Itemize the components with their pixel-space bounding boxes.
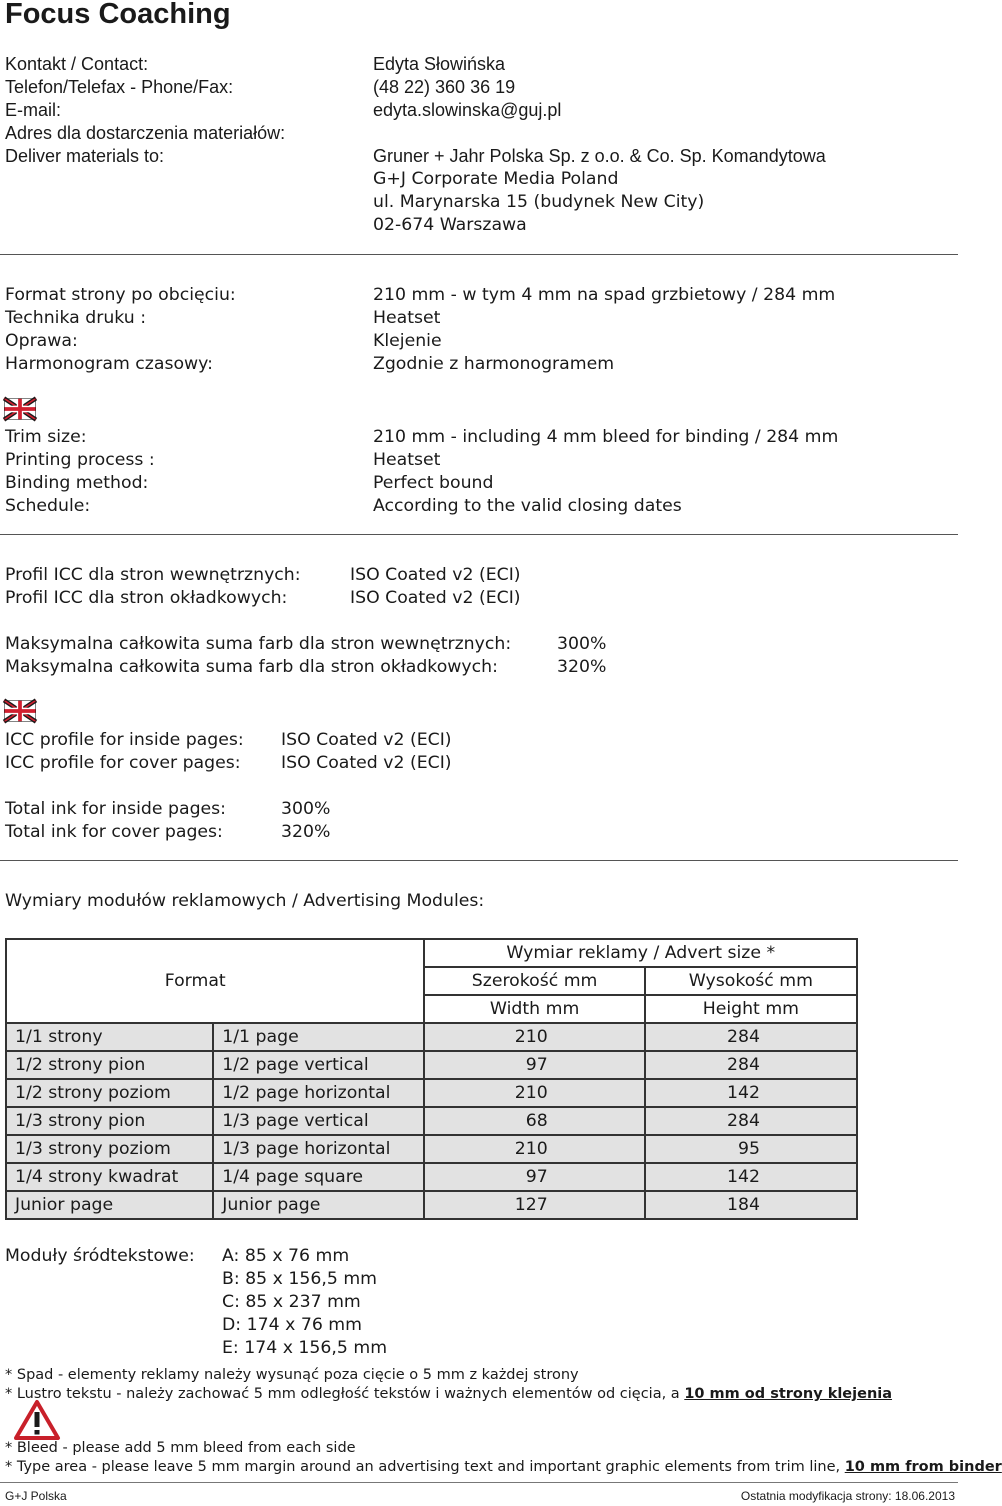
contact-name: Edyta Słowińska bbox=[373, 54, 506, 74]
cell-format-pl: 1/4 strony kwadrat bbox=[6, 1163, 213, 1191]
note-text: * Lustro tekstu - należy zachować 5 mm odległość tekstów i ważnych elementów od cięcia, a bbox=[5, 1386, 685, 1402]
note-type-area-en bbox=[5, 1458, 1002, 1477]
spec-value: 210 mm - including 4 mm bleed for binding / 284 mm bbox=[373, 427, 839, 447]
address-line-3: ul. Marynarska 15 (budynek New City) bbox=[373, 192, 705, 212]
modules-table bbox=[5, 938, 858, 1220]
footer-right: Ostatnia modyfikacja strony: 18.06.2013 bbox=[740, 1489, 955, 1503]
cell-format-en: 1/2 page horizontal bbox=[213, 1079, 424, 1107]
inline-module-item: C: 85 x 237 mm bbox=[222, 1292, 361, 1312]
ink-label: Total ink for cover pages: bbox=[5, 822, 223, 842]
cell-format-pl: 1/2 strony poziom bbox=[6, 1079, 213, 1107]
table-row bbox=[6, 1191, 857, 1219]
cell-height: 142 bbox=[645, 1163, 857, 1191]
inline-module-item: E: 174 x 156,5 mm bbox=[222, 1338, 388, 1358]
cell-width: 210 bbox=[424, 1079, 644, 1107]
spec-label: Harmonogram czasowy: bbox=[5, 354, 213, 374]
table-row bbox=[6, 1107, 857, 1135]
inline-module-item: B: 85 x 156,5 mm bbox=[222, 1269, 378, 1289]
address-line-2: G+J Corporate Media Poland bbox=[373, 169, 619, 189]
uk-flag-icon bbox=[4, 700, 36, 722]
table-row bbox=[6, 1023, 857, 1051]
size-header: Wymiar reklamy / Advert size * bbox=[424, 939, 857, 967]
cell-format-pl: Junior page bbox=[6, 1191, 213, 1219]
email-label: E-mail: bbox=[5, 100, 62, 120]
address-line-4: 02-674 Warszawa bbox=[373, 215, 527, 235]
width-header-pl: Szerokość mm bbox=[424, 967, 644, 995]
spec-value: Klejenie bbox=[373, 331, 442, 351]
divider bbox=[0, 1482, 958, 1483]
ink-label: Total ink for inside pages: bbox=[5, 799, 227, 819]
cell-format-pl: 1/3 strony pion bbox=[6, 1107, 213, 1135]
spec-label: Oprawa: bbox=[5, 331, 78, 351]
cell-format-pl: 1/2 strony pion bbox=[6, 1051, 213, 1079]
spec-value: Perfect bound bbox=[373, 473, 494, 493]
cell-width: 210 bbox=[424, 1135, 644, 1163]
table-row bbox=[6, 1163, 857, 1191]
modules-heading: Wymiary modułów reklamowych / Advertising Modules: bbox=[5, 891, 485, 911]
cell-height: 142 bbox=[645, 1079, 857, 1107]
icc-value: ISO Coated v2 (ECI) bbox=[281, 753, 452, 773]
icc-value: ISO Coated v2 (ECI) bbox=[281, 730, 452, 750]
spec-label: Binding method: bbox=[5, 473, 149, 493]
icc-label: ICC profile for inside pages: bbox=[5, 730, 244, 750]
spec-label: Printing process : bbox=[5, 450, 155, 470]
cell-height: 284 bbox=[645, 1023, 857, 1051]
note-emphasis: 10 mm from binder bbox=[844, 1459, 1002, 1475]
ink-value: 320% bbox=[557, 657, 607, 677]
cell-format-en: 1/3 page horizontal bbox=[213, 1135, 424, 1163]
cell-format-pl: 1/3 strony poziom bbox=[6, 1135, 213, 1163]
spec-label: Format strony po obcięciu: bbox=[5, 285, 236, 305]
icc-label: Profil ICC dla stron okładkowych: bbox=[5, 588, 288, 608]
contact-label: Kontakt / Contact: bbox=[5, 54, 149, 74]
inline-module-item: A: 85 x 76 mm bbox=[222, 1246, 350, 1266]
spec-value: 210 mm - w tym 4 mm na spad grzbietowy / 284 mm bbox=[373, 285, 836, 305]
cell-height: 95 bbox=[645, 1135, 857, 1163]
uk-flag-icon bbox=[4, 398, 36, 420]
spec-value: Heatset bbox=[373, 450, 441, 470]
icc-label: Profil ICC dla stron wewnętrznych: bbox=[5, 565, 301, 585]
format-header: Format bbox=[6, 939, 424, 1023]
note-text: * Type area - please leave 5 mm margin around an advertising text and important graphic elements from trim line, bbox=[5, 1459, 845, 1475]
cell-format-en: 1/3 page vertical bbox=[213, 1107, 424, 1135]
height-header-en: Height mm bbox=[645, 995, 857, 1023]
cell-format-en: 1/1 page bbox=[213, 1023, 424, 1051]
address-line-1: Gruner + Jahr Polska Sp. z o.o. & Co. Sp. Komandytowa bbox=[373, 146, 826, 166]
inline-module-item: D: 174 x 76 mm bbox=[222, 1315, 362, 1335]
cell-width: 97 bbox=[424, 1051, 644, 1079]
email-value[interactable]: edyta.slowinska@guj.pl bbox=[373, 100, 562, 120]
spec-label: Schedule: bbox=[5, 496, 91, 516]
spec-value: Zgodnie z harmonogramem bbox=[373, 354, 615, 374]
divider bbox=[0, 534, 958, 535]
note-type-area-pl bbox=[5, 1385, 892, 1404]
cell-format-en: 1/2 page vertical bbox=[213, 1051, 424, 1079]
note-emphasis: 10 mm od strony klejenia bbox=[684, 1386, 893, 1402]
ink-value: 300% bbox=[557, 634, 607, 654]
cell-height: 284 bbox=[645, 1107, 857, 1135]
table-row bbox=[6, 1135, 857, 1163]
height-header-pl: Wysokość mm bbox=[645, 967, 857, 995]
cell-width: 68 bbox=[424, 1107, 644, 1135]
address-label-pl: Adres dla dostarczenia materiałów: bbox=[5, 123, 286, 143]
cell-width: 127 bbox=[424, 1191, 644, 1219]
spec-label: Technika druku : bbox=[5, 308, 147, 328]
icc-value: ISO Coated v2 (ECI) bbox=[350, 588, 521, 608]
cell-format-en: 1/4 page square bbox=[213, 1163, 424, 1191]
phone-label: Telefon/Telefax - Phone/Fax: bbox=[5, 77, 234, 97]
note-bleed-pl: * Spad - elementy reklamy należy wysunąć poza cięcie o 5 mm z każdej strony bbox=[5, 1367, 579, 1383]
ink-label: Maksymalna całkowita suma farb dla stron wewnętrznych: bbox=[5, 634, 512, 654]
ink-label: Maksymalna całkowita suma farb dla stron okładkowych: bbox=[5, 657, 498, 677]
warning-triangle-icon bbox=[14, 1400, 60, 1440]
cell-width: 210 bbox=[424, 1023, 644, 1051]
spec-value: Heatset bbox=[373, 308, 441, 328]
address-label-en: Deliver materials to: bbox=[5, 146, 165, 166]
ink-value: 300% bbox=[281, 799, 331, 819]
footer-left: G+J Polska bbox=[5, 1489, 67, 1503]
cell-format-en: Junior page bbox=[213, 1191, 424, 1219]
icc-value: ISO Coated v2 (ECI) bbox=[350, 565, 521, 585]
cell-height: 184 bbox=[645, 1191, 857, 1219]
page-title: Focus Coaching bbox=[5, 0, 231, 30]
spec-label: Trim size: bbox=[5, 427, 87, 447]
table-row bbox=[6, 1051, 857, 1079]
cell-height: 284 bbox=[645, 1051, 857, 1079]
divider bbox=[0, 860, 958, 861]
note-bleed-en: * Bleed - please add 5 mm bleed from each side bbox=[5, 1440, 356, 1456]
table-row bbox=[6, 1079, 857, 1107]
phone-value: (48 22) 360 36 19 bbox=[373, 77, 516, 97]
icc-label: ICC profile for cover pages: bbox=[5, 753, 241, 773]
cell-format-pl: 1/1 strony bbox=[6, 1023, 213, 1051]
width-header-en: Width mm bbox=[424, 995, 644, 1023]
cell-width: 97 bbox=[424, 1163, 644, 1191]
spec-value: According to the valid closing dates bbox=[373, 496, 682, 516]
divider bbox=[0, 254, 958, 255]
ink-value: 320% bbox=[281, 822, 331, 842]
inline-modules-label: Moduły śródtekstowe: bbox=[5, 1246, 195, 1266]
